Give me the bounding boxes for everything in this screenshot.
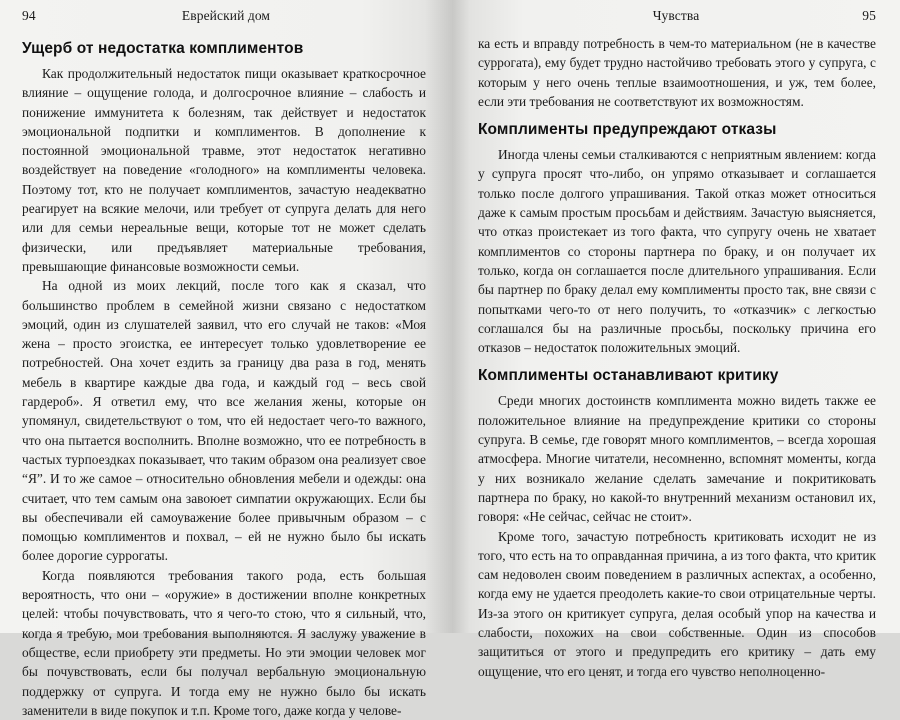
continued-paragraph: ка есть и вправду потребность в чем-то материальном (не в качестве суррогата), ему будет трудно настойчиво требовать этого у супруга, с которым у него очень теплые взаимоотношения, и уж, тем более, если эти требования не соответствуют их возможностям. [478, 36, 876, 109]
page-number-right: 95 [862, 8, 876, 23]
running-title-left: Еврейский дом [181, 8, 271, 23]
paragraph: Кроме того, зачастую потребность критиковать исходит не из того, что есть на то оправданная причина, а из того факта, что критик сам недоволен своим поведением в различных аспектах, а особенно, когда ему не удается преодолеть какие-то свои отрицательные черты. Из-за этого он критикует супруга, делая особый упор на качества и слабости, похожих на свои собственные. Один из способов защититься от этого и предупредить его критику – дать ему ощущение, что его ценят, и тогда его чувство неполноценно- [478, 528, 876, 679]
paragraph: Среди многих достоинств комплимента можно видеть также ее положительное влияние на предупреждение критики со стороны супруга. В семье, где говорят много комплиментов, – всегда хорошая атмосфера. Многие читатели, несомненно, вспомнят моменты, когда у них возникало желание сделать замечание и покритиковать партнера по браку, но какой-то внутренний механизм остановил их, говоря: «Не сейчас, сейчас не стоит». [478, 393, 876, 525]
page-number-left: 94 [22, 8, 36, 23]
section-heading: Комплименты предупреждают отказы [478, 121, 777, 139]
section-heading: Комплименты останавливают критику [478, 367, 779, 385]
running-title-right: Чувства [652, 8, 700, 23]
paragraph: На одной из моих лекций, после того как я сказал, что большинство проблем в семейной жизни связано с недостатком эмоций, один из слушателей заявил, что его случай не таков: «Моя жена – просто эгоистка, ее интересует только удовлетворение ее потребностей. Она хочет ездить за границу два раза в год, менять мебель в квартире каждые два года, и каждый год – весь свой гардероб». Я ответил ему, что все желания жены, которые он упомянул, свидетельствуют о том, что ей недостает чего-то важного, что она пытается восполнить. Вполне возможно, что ее потребность в частых турпоездках показывает, что таким образом она реализует свое “Я”. И то же самое – относительно обновления мебели и одежды: она считает, что тем самым она завоюет симпатии окружающих. Если бы вы обеспечивали ей самоуважение более привычным образом – с помощью комплиментов и похвал, – ей не нужно было бы искать более дорогие суррогаты. [22, 278, 426, 564]
section-heading: Ущерб от недостатка комплиментов [22, 40, 304, 57]
paragraph: Иногда члены семьи сталкиваются с неприятным явлением: когда у супруга просят что-либо, он упрямо отказывает и соглашается только после долгого упрашивания. Такой отказ может относиться даже к самым простым просьбам и действиям. Зачастую выясняется, что отказ проистекает из того факта, что супругу очень не хватает комплиментов со стороны партнера по браку, и он получает их только, когда он соглашается после длительного упрашивания. Если бы партнер по браку делал ему комплименты просто так, вне связи с попытками чего-то от него получить, то «отказчик» с легкостью соглашался бы на различные просьбы, поскольку причина его отказов – недостаток положительных эмоций. [478, 147, 876, 356]
paragraph: Как продолжительный недостаток пищи оказывает краткосрочное влияние – ощущение голода, и долгосрочное влияние – слабость и понижение иммунитета к болезням, так действует и недостаток эмоциональной подпитки и комплиментов. В дополнение к постоянной эмоциональной травме, этот недостаток негативно воздействует на поведение «голодного» на комплименты человека. Поэтому тот, кто не получает комплиментов, зачастую неадекватно реагирует на всякие мелочи, или требует от супруга делать для него или для семьи нереальные вещи, которые тот не может сделать физически, или предъявляет материальные требования, превышающие финансовые возможности семьи. [22, 66, 426, 274]
left-page-content [22, 34, 426, 720]
right-page-content [478, 34, 876, 681]
paragraph: Когда появляются требования такого рода, есть большая вероятность, что они – «оружие» в достижении вполне конкретных целей: чтобы почувствовать, что я чего-то стою, что я сильный, что, когда я требую, мои требования выполняются. Я заслужу уважение в обществе, если приобрету эти предметы. Но эти эмоции человек мог бы почувствовать, если бы получал вербальную эмоциональную поддержку от супруга. И тогда ему не нужно было бы искать заменители в виде покупок и т.п. Кроме того, даже когда у челове- [22, 567, 426, 718]
right-page [452, 0, 900, 679]
